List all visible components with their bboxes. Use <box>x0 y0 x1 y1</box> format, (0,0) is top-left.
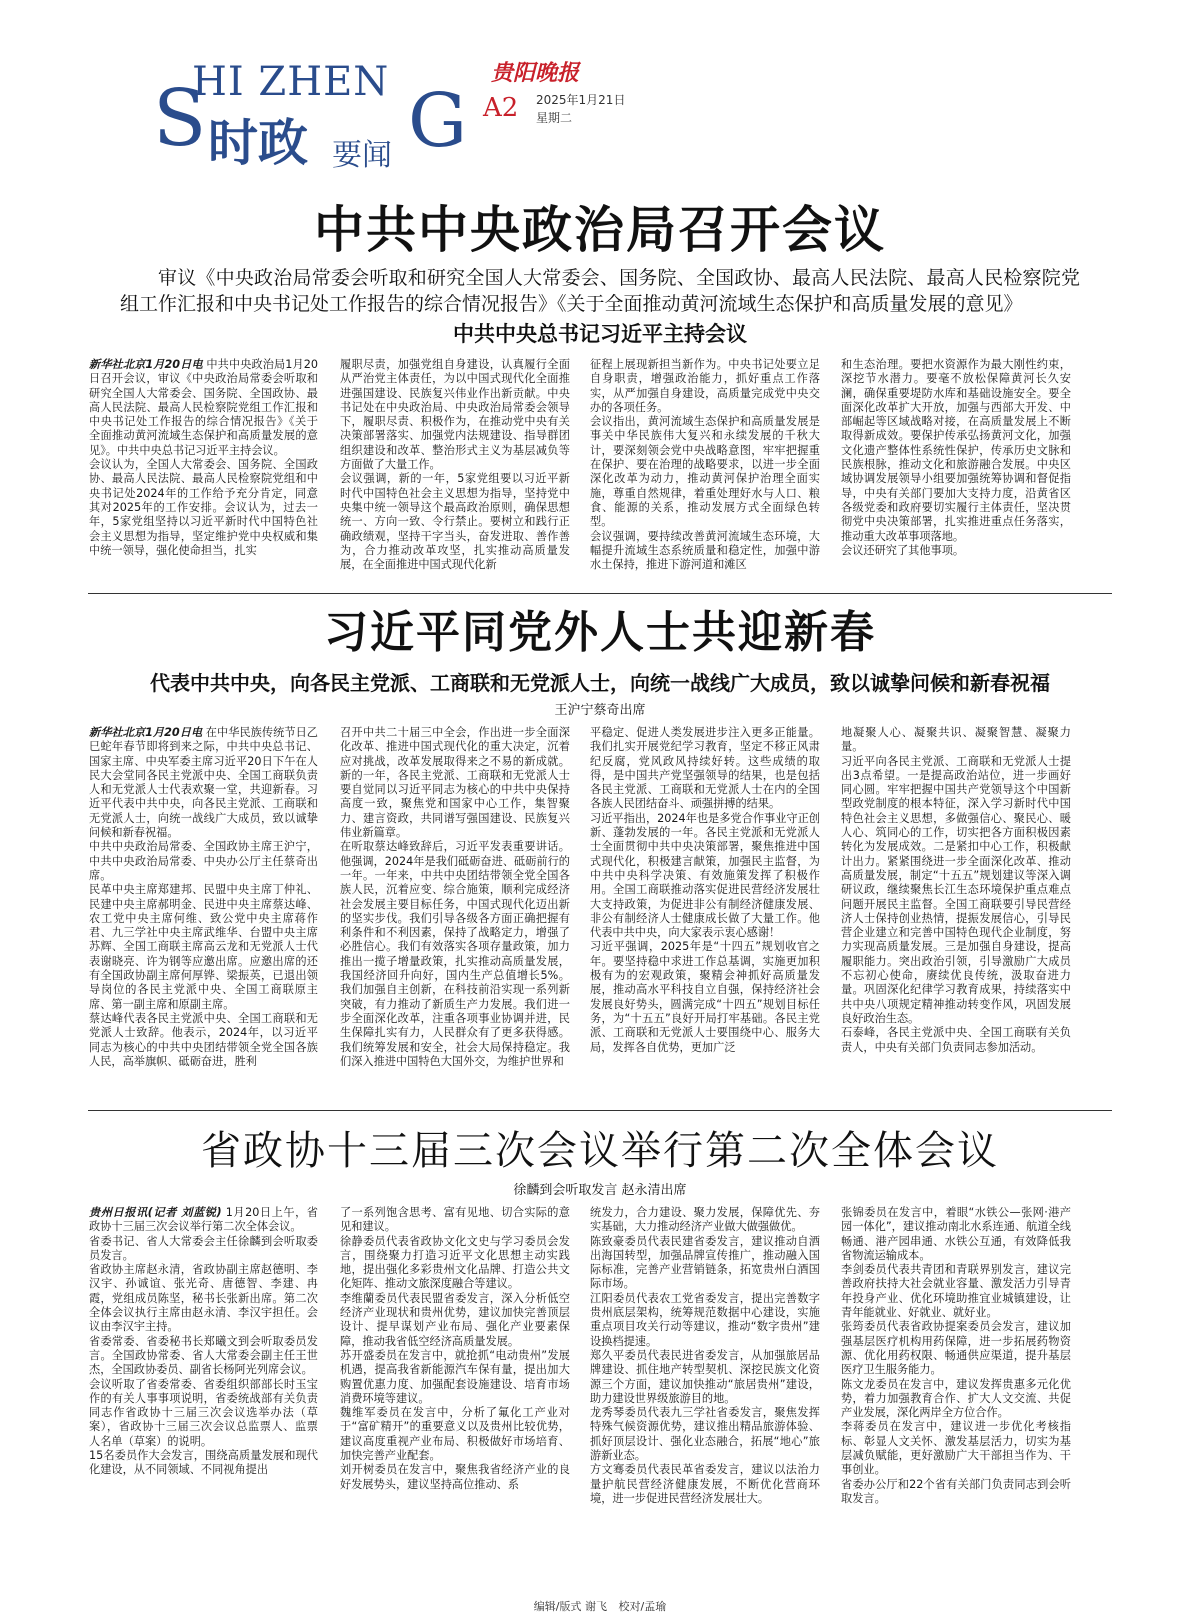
article1-deck: 审议《中央政治局常委会听取和研究全国人大常委会、国务院、全国政协、最高人民法院、最高人民检察院党组工作汇报和中央书记处工作报告的综合情况报告》《关于全面推动黄河流域生态保护和高质量发展的意见》 <box>120 267 1080 315</box>
article1-dateline: 新华社北京1月20日电 <box>89 358 203 371</box>
article2-headline: 习近平同党外人士共迎新春 <box>324 607 876 658</box>
footer-proofreader: 校对/孟瑜 <box>618 1600 667 1613</box>
section-subtitle: 要闻 <box>332 138 392 173</box>
article2-column-3: 平稳定、促进人类发展进步注入更多正能量。我们扎实开展党纪学习教育，坚定不移正风肃纪反腐，党风政风持续好转。这些成绩的取得，是中国共产党坚强领导的结果，也是包括各民主党派、工商联和无党派人士在内的全国各族人民团结奋斗、顽强拼搏的结果。 习近平指出，2024年也是多党合作事业守正创新、蓬勃发展的一年。各民主党派和无党派人士全面贯彻中共中央决策部署，聚焦推进中国式现代化，积极建言献策，加强民主监督，为中共中央科学决策、有效施策发挥了积极作用。全国工商联推动落实促进民营经济发展壮大支持政策，为促进非公有制经济健康发展、非公有制经济人士健康成长做了大量工作。他代表中共中央，向大家表示衷心感谢！ 习近平强调，2025年是“十四五”规划收官之年。要坚持稳中求进工作总基调，实施更加积极有为的宏观政策，聚精会神抓好高质量发展，推动高水平科技自立自强，保持经济社会发展良好势头，圆满完成“十四五”规划目标任务，为“十五五”良好开局打牢基础。各民主党派、工商联和无党派人士要围绕中心、服务大局，发挥各自优势，更加广泛 <box>590 726 820 1054</box>
masthead-letter-g: G <box>408 78 468 164</box>
article3-column-4: 张锦委员在发言中，着眼“水铁公—张网·港产园一体化”，建议推动南北水系连通、航道全线畅通、港产园串通、水铁公互通，有效降低我省物流运输成本。 李剑委员代表共青团和青联界别发言，建议完善政府扶持大社会就业容量、激发活力引导青年投身产业、优化环境助推宜业城镇建设，让青年能就业、好就业、就好业。 张筠委员代表省政协提案委员会发言，建议加强基层医疗机构用药保障，进一步拓展药物资源、优化用药权限、畅通供应渠道，提升基层医疗卫生服务能力。 陈文龙委员在发言中，建议发挥贵惠多元化优势，着力加强教育合作、扩大人文交流、共促产业发展，深化两岸全方位合作。 李蒋委员在发言中，建议进一步优化考核指标、彰显人文关怀、激发基层活力，切实为基层减负赋能，更好激励广大干部担当作为、干事创业。 省委办公厅和22个省有关部门负责同志到会听取发言。 <box>841 1206 1071 1505</box>
article3-column-3: 统发力，合力建设、聚力发展，保障优先、夯实基础，大力推动经济产业做大做强做优。 陈致豪委员代表民建省委发言，建议推动自酒出海国转型，加强品牌宣传推广，推动融入国际标准，完善产业营销链条，拓宽贵州白酒国际市场。 江阳委员代表农工党省委发言，提出完善数字贵州底层架构，统筹规范数据中心建设，实施重点项目攻关行动等建议，推动“数字贵州”建设换档提速。 郑久平委员代表民进省委发言，从加强旅居品牌建设、抓住地产转型契机、深挖民族文化资源三个方面，建议加快推动“旅居贵州”建设，助力建设世界级旅游目的地。 龙秀琴委员代表九三学社省委发言，聚焦发挥特殊气候资源优势，建议推出精品旅游体验、抓好顶层设计、强化业态融合，拓展“地心”旅游新业态。 方文骞委员代表民革省委发言，建议以法治力量护航民营经济健康发展，不断优化营商环境，进一步促进民营经济发展壮大。 <box>590 1206 820 1505</box>
article3-byline: 徐麟到会听取发言 赵永清出席 <box>513 1183 687 1198</box>
newspaper-logo: 贵阳晚报 <box>491 60 580 86</box>
page-number: A2 <box>483 93 519 123</box>
article2-column-4: 地凝聚人心、凝聚共识、凝聚智慧、凝聚力量。 习近平向各民主党派、工商联和无党派人士提出3点希望。一是提高政治站位，进一步画好同心圆。牢牢把握中国共产党领导这个中国新型政党制度的根本特征，深入学习新时代中国特色社会主义思想，多做强信心、聚民心、暖人心、筑同心的工作，切实把各方面积极因素转化为发展成效。二是紧扣中心工作，积极献计出力。紧紧围绕进一步全面深化改革、推动高质量发展，制定“十五五”规划建议等深入调研议政，继续聚焦长江生态环境保护重点难点问题开展民主监督。全国工商联要引导民营经济人士保持创业热情，提振发展信心，引导民营企业建立和完善中国特色现代企业制度，努力实现高质量发展。三是加强自身建设，提高履职能力。突出政治引领，引导激励广大成员不忘初心使命，赓续优良传统，汲取奋进力量。巩固深化纪律学习教育成果，持续落实中共中央八项规定精神推动转变作风，巩固发展良好政治生态。 石泰峰，各民主党派中央、全国工商联有关负责人，中央有关部门负责同志参加活动。 <box>841 726 1071 1054</box>
page-footer <box>0 1598 1200 1614</box>
masthead-latin-text: HI ZHEN <box>192 59 390 105</box>
article1-column-1 <box>89 358 318 583</box>
issue-weekday: 星期二 <box>536 111 573 125</box>
article2-dateline: 新华社北京1月20日电 <box>89 726 203 739</box>
section-divider <box>88 1110 1112 1111</box>
article2-column-1 <box>89 726 318 1098</box>
article3-column-2: 了一系列饱含思考、富有见地、切合实际的意见和建议。 徐静委员代表省政协文化文史与学习委员会发言，围绕聚力打造习近平文化思想主动实践地，提出强化多彩贵州文化品牌、打造公共文化矩阵、推动文旅深度融合等建议。 李维蘭委员代表民盟省委发言，深入分析低空经济产业现状和贵州优势，建议加快完善顶层设计、提早谋划产业布局、强化产业要素保障，推动我省低空经济高质量发展。 苏开盛委员在发言中，就抢抓“电动贵州”发展机遇，提高我省新能源汽车保有量，提出加大购置优惠力度、加强配套设施建设、培育市场消费环境等建议。 魏维军委员在发言中，分析了氟化工产业对于“富矿精开”的重要意义以及贵州比较优势，建议高度重视产业布局、积极做好市场培育、加快完善产业配套。 刘开树委员在发言中，聚焦我省经济产业的良好发展势头，建议坚持高位推动、系 <box>340 1206 570 1491</box>
article3-dateline: 贵州日报讯(记者 刘蓝锐) <box>89 1206 222 1219</box>
footer-editor: 编辑/版式 谢飞 <box>533 1600 607 1613</box>
article1-body: 中共中央政治局1月20日召开会议，审议《中央政治局常委会听取和研究全国人大常委会、国务院、全国政协、最高人民法院、最高人民检察院党组工作汇报和中央书记处工作报告的综合情况报告》《关于全面推动黄河流域生态保护和高质量发展的意见》。中共中央总书记习近平主持会议。 会议认为，全国人大常委会、国务院、全国政协、最高人民法院、最高人民检察院党组和中央书记处2024年的工作给予充分肯定，同意其对2025年的工作安排。会议认为，过去一年，5家党组坚持以习近平新时代中国特色社会主义思想为指导，坚定维护党中央权威和集中统一领导，强化使命担当，扎实 <box>89 358 318 557</box>
article1-column-2: 履职尽责，加强党组自身建设，认真履行全面从严治党主体责任，为以中国式现代化全面推进强国建设、民族复兴伟业作出新贡献。中央书记处在中央政治局、中央政治局常委会领导下，履职尽责、积极作为，在推动党中央有关决策部署落实、加强党内法规建设、指导群团组织建设和改革、整治形式主义为基层减负等方面做了大量工作。 会议强调，新的一年，5家党组要以习近平新时代中国特色社会主义思想为指导，坚持党中央集中统一领导这个最高政治原则，确保思想统一、方向一致、令行禁止。要树立和践行正确政绩观，坚持干字当头，奋发进取、善作善为，合力推动改革攻坚，扎实推动高质量发展，在全面推进中国式现代化新 <box>340 358 570 572</box>
article1-subhead: 中共中央总书记习近平主持会议 <box>453 322 747 346</box>
article2-subhead: 代表中共中央，向各民主党派、工商联和无党派人士，向统一战线广大成员，致以诚挚问候和新春祝福 <box>150 671 1050 695</box>
article1-headline: 中共中央政治局召开会议 <box>314 201 886 259</box>
section-title: 时政 <box>208 114 308 172</box>
article1-column-4: 和生态治理。要把水资源作为最大刚性约束，深挖节水潜力。要毫不放松保障黄河长久安澜，确保重要堤防水库和基础设施安全。要全面深化改革扩大开放，加强与西部大开发、中部崛起等区域战略对接，在高质量发展上不断取得新成效。要保护传承弘扬黄河文化，加强文化遗产整体性系统性保护，传承历史文脉和民族根脉，推动文化和旅游融合发展。中央区域协调发展领导小组要加强统筹协调和督促指导，中央有关部门要加大支持力度，沿黄省区各级党委和政府要切实履行主体责任，坚决贯彻党中央决策部署，扎实推进重点任务落实，推动重大改革事项落地。 会议还研究了其他事项。 <box>841 358 1071 557</box>
masthead-letter-s: S <box>153 74 207 164</box>
article2-byline: 王沪宁蔡奇出席 <box>554 703 646 718</box>
article1-column-3: 征程上展现新担当新作为。中央书记处要立足自身职责，增强政治能力，抓好重点工作落实，从严加强自身建设，高质量完成党中央交办的各项任务。 会议指出，黄河流域生态保护和高质量发展是事关中华民族伟大复兴和永续发展的千秋大计，要深刻领会党中央战略意图，牢牢把握重在保护、要在治理的战略要求，以进一步全面深化改革为动力，推动黄河保护治理全面实施，尊重自然规律，着重处理好水与人口、粮食、能源的关系，推动发展方式全面绿色转型。 会议强调，要持续改善黄河流域生态环境，大幅提升流域生态系统质量和稳定性，加强中游水土保持，推进下游河道和滩区 <box>590 358 820 572</box>
article3-column-1 <box>89 1206 318 1590</box>
article3-body: 1月20日上午，省政协十三届三次会议举行第二次全体会议。 省委书记、省人大常委会主任徐麟到会听取委员发言。 省政协主席赵永清，省政协副主席赵德明、李汉宇、孙诚谊、张光奇、唐德智、李建、冉霞，党组成员陈坚，秘书长张新出席。第二次全体会议执行主席由赵永清、李汉宇担任。会议由李汉宇主持。 省委常委、省委秘书长郑曦文到会听取委员发言。全国政协常委、省人大常委会副主任王世杰，全国政协委员、副省长杨阿光列席会议。 会议听取了省委常委、省委组织部部长时玉宝作的有关人事事项说明，省委统战部有关负责同志作省政协十三届三次会议选举办法（草案），省政协十三届三次会议总监票人、监票人名单（草案）的说明。 15名委员作大会发言，围绕高质量发展和现代化建设，从不同领域、不同视角提出 <box>89 1206 318 1477</box>
issue-date: 2025年1月21日 <box>536 93 626 107</box>
article2-body: 在中华民族传统节日乙巳蛇年春节即将到来之际，中共中央总书记、国家主席、中央军委主席习近平20日下午在人民大会堂同各民主党派中央、全国工商联负责人和无党派人士代表欢聚一堂，共迎新春。习近平代表中共中央，向各民主党派、工商联和无党派人士，向统一战线广大成员，致以诚挚问候和新春祝福。 中共中央政治局常委、全国政协主席王沪宁，中共中央政治局常委、中央办公厅主任蔡奇出席。 民革中央主席郑建邦、民盟中央主席丁仲礼、民建中央主席郝明金、民进中央主席蔡达峰、农工党中央主席何维、致公党中央主席蒋作君、九三学社中央主席武维华、台盟中央主席苏辉、全国工商联主席高云龙和无党派人士代表谢晓亮、许为钢等应邀出席。应邀出席的还有全国政协副主席何厚铧、梁振英，已退出领导岗位的各民主党派中央、全国工商联原主席、第一副主席和原副主席。 蔡达峰代表各民主党派中央、全国工商联和无党派人士致辞。他表示，2024年，以习近平同志为核心的中共中央团结带领全党全国各族人民，高举旗帜、砥砺奋进，胜利 <box>89 726 318 1068</box>
section-divider <box>88 593 1112 594</box>
article3-headline: 省政协十三届三次会议举行第二次全体会议 <box>201 1128 999 1174</box>
article2-column-2: 召开中共二十届三中全会，作出进一步全面深化改革、推进中国式现代化的重大决定，沉着应对挑战，改革发展取得来之不易的新成就。新的一年，各民主党派、工商联和无党派人士要自觉同以习近平同志为核心的中共中央保持高度一致，聚焦党和国家中心工作，集智聚力、建言资政，共同谱写强国建设、民族复兴伟业新篇章。 在听取蔡达峰致辞后，习近平发表重要讲话。他强调，2024年是我们砥砺奋进、砥砺前行的一年。一年来，中共中央团结带领全党全国各族人民，沉着应变、综合施策，顺利完成经济社会发展主要目标任务，中国式现代化迈出新的坚实步伐。我们引导各级各方面正确把握有利条件和不利因素，保持了战略定力，增强了必胜信心。我们有效落实各项存量政策，加力推出一揽子增量政策，扎实推动高质量发展，我国经济回升向好，国内生产总值增长5%。我们加强自主创新，在科技前沿实现一系列新突破，有力推动了新质生产力发展。我们进一步全面深化改革，注重各项事业协调并进，民生保障扎实有力，人民群众有了更多获得感。我们统筹发展和安全，社会大局保持稳定。我们深入推进中国特色大国外交，为维护世界和 <box>340 726 570 1068</box>
